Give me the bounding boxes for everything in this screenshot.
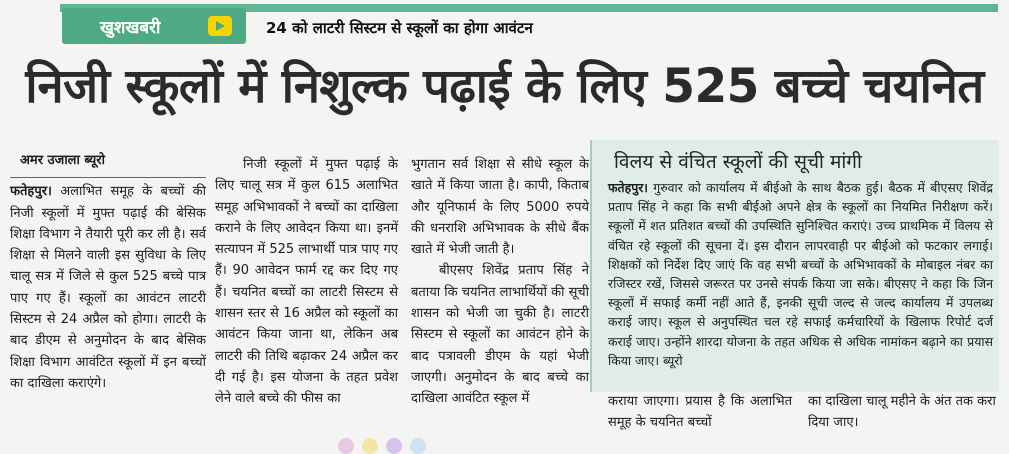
decorative-dots xyxy=(338,438,426,454)
dot xyxy=(338,438,354,454)
subheadline: 24 को लाटरी सिस्टम से स्कूलों का होगा आवंटन xyxy=(266,19,533,37)
byline: अमर उजाला ब्यूरो xyxy=(20,153,105,168)
article-column-3 xyxy=(411,154,589,410)
dateline: फतेहपुर। xyxy=(10,184,52,200)
dot xyxy=(410,438,426,454)
sidebar-dateline: फतेहपुर। xyxy=(608,180,648,195)
column-1-text: अलाभित समूह के बच्चों की निजी स्कूलों में मुफ्त पढ़ाई की बेसिक शिक्षा विभाग ने तैयारी पूरी कर ली है। सर्व शिक्षा से मिलने वाली इस सुविधा के लिए चालू सत्र में जिले से कुल 525 बच्चे पात्र पाए गए हैं। स्कूलों का आवंटन लाटरी सिस्टम से 24 अप्रैल को होगा। लाटरी के बाद डीएम से अनुमोदन के बाद बेसिक शिक्षा विभाग आवंटित स्कूलों में इन बच्चों का दाखिला कराएंगे। xyxy=(10,184,206,391)
dot xyxy=(386,438,402,454)
article-column-2 xyxy=(215,154,398,410)
sidebar-box-title: विलय से वंचित स्कूलों की सूची मांगी xyxy=(614,151,862,173)
article-continuation-2: का दाखिला चालू महीने के अंत तक करा दिया जाए। xyxy=(808,394,996,430)
sidebar-box-text xyxy=(608,178,993,370)
article-paragraph xyxy=(10,181,206,394)
tag-label: खुशखबरी xyxy=(100,17,161,38)
sidebar-box xyxy=(590,140,999,392)
dot xyxy=(362,438,378,454)
column-3-text-b: बीएसए शिवेंद्र प्रताप सिंह ने बताया कि चयनित लाभार्थियों की सूची शासन को भेजी जा चुकी है। लाटरी सिस्टम से स्कूलों का आवंटन होने के बाद पत्रावली डीएम के यहां भेजी जाएगी। अनुमोदन के बाद बच्चे का दाखिला आवंटित स्कूल में xyxy=(411,263,589,407)
play-icon xyxy=(208,16,232,36)
sidebar-body: गुरुवार को कार्यालय में बीईओ के साथ बैठक हुई। बैठक में बीएसए शिवेंद्र प्रताप सिंह ने कहा कि सभी बीईओ अपने क्षेत्र के स्कूलों का नियमित निरीक्षण करें। स्कूलों में शत प्रतिशत बच्चों की उपस्थिति सुनिश्चित कराएं। उच्च प्राथमिक में विलय से वंचित रहे स्कूलों की सूचना दें। इस दौरान लापरवाही पर बीईओ को फटकार लगाई। शिक्षकों को निर्देश दिए जाएं कि वह सभी बच्चों के अभिभावकों के मोबाइल नंबर का रजिस्टर रखें, जिससे जरूरत पर उनसे संपर्क किया जा सके। बीएसए ने कहा कि जिन स्कूलों में सफाई कर्मी नहीं आते हैं, इनकी सूची जल्द से जल्द कार्यालय में उपलब्ध कराई जाए। स्कूल से अनुपस्थित चल रहे सफाई कर्मचारियों के खिलाफ रिपोर्ट दर्ज कराई जाए। उन्होंने शारदा योजना के तहत अधिक से अधिक नामांकन बढ़ाने का प्रयास किया जाए। ब्यूरो xyxy=(608,180,993,368)
column-2-text: निजी स्कूलों में मुफ्त पढ़ाई के लिए चालू सत्र में कुल 615 अलाभित समूह अभिभावकों ने बच्चों का दाखिला कराने के लिए आवेदन किया था। इनमें सत्यापन में 525 लाभार्थी पात्र पाए गए हैं। 90 आवेदन फार्म रद्द कर दिए गए हैं। चयनित बच्चों का लाटरी सिस्टम से शासन स्तर से 16 अप्रैल को स्कूलों का आवंटन किया जाना था, लेकिन अब लाटरी की तिथि बढ़ाकर 24 अप्रैल कर दी गई है। इस योजना के तहत प्रवेश लेने वाले बच्चे की फीस का xyxy=(215,157,398,407)
byline-divider xyxy=(10,177,206,178)
column-3-text-a: भुगतान सर्व शिक्षा से सीधे स्कूल के खाते में किया जाता है। कापी, किताब और यूनिफार्म के लिए 5000 रुपये की धनराशि अभिभावक के सीधे बैंक खाते में भेजी जाती है। xyxy=(411,157,589,258)
article-continuation-1: कराया जाएगा। प्रयास है कि अलाभित समूह के चयनित बच्चों xyxy=(608,394,792,430)
headline: निजी स्कूलों में निशुल्क पढ़ाई के लिए 525 बच्चे चयनित xyxy=(25,59,984,114)
news-tag xyxy=(62,8,246,44)
article-column-1 xyxy=(10,150,206,394)
